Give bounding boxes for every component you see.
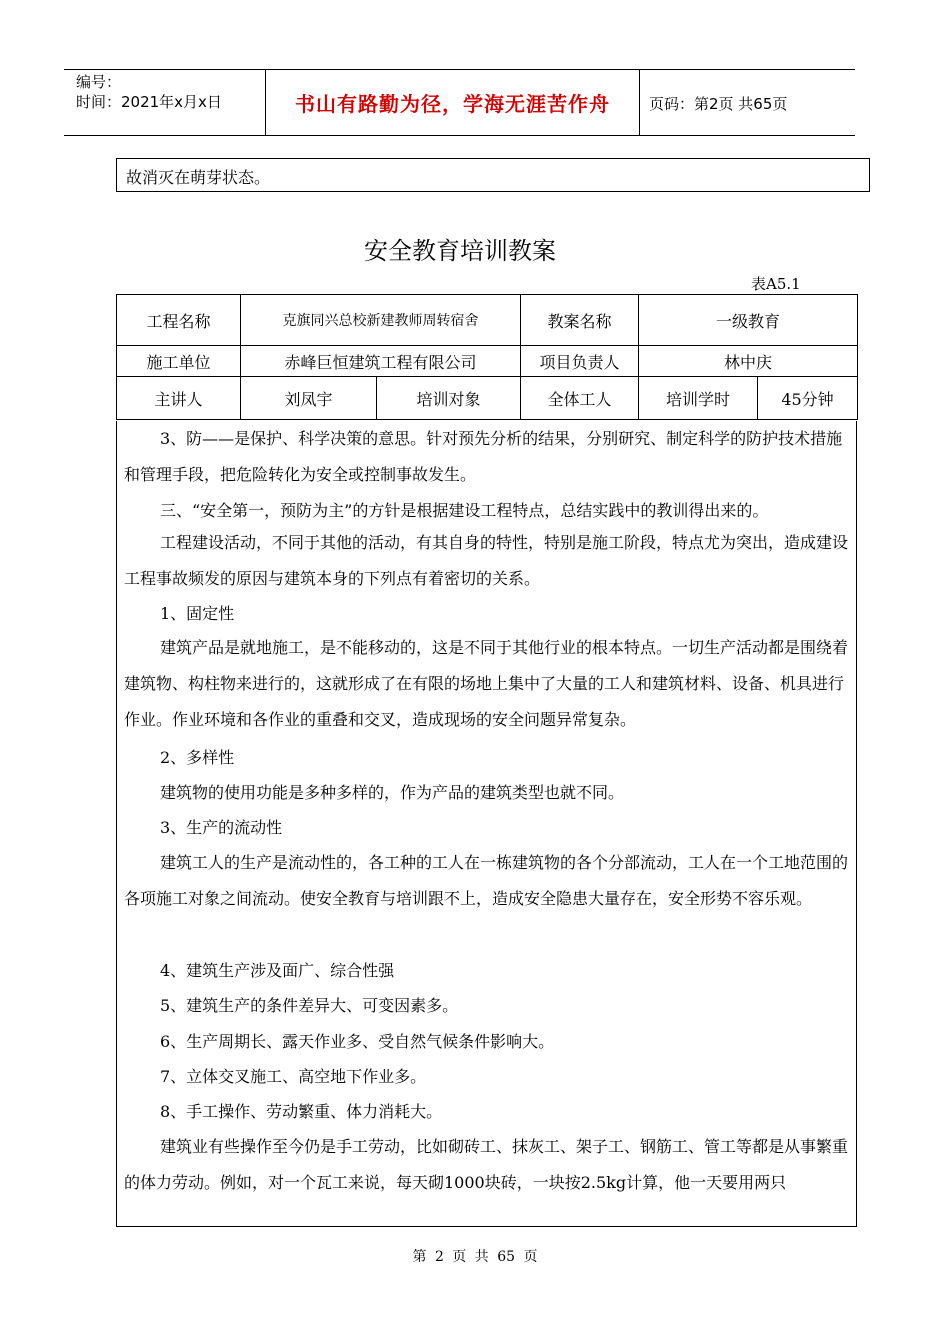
manager-value: 林中庆: [639, 346, 858, 377]
body-heading: 4、建筑生产涉及面广、综合性强: [160, 961, 395, 980]
header-motto: 书山有路勤为径，学海无涯苦作舟: [295, 92, 610, 116]
body-paragraph: 3、防——是保护、科学决策的意思。针对预先分析的结果，分别研究、制定科学的防护技术措施和管理手段，把危险转化为安全或控制事故发生。: [124, 429, 843, 484]
body-paragraph: 建筑工人的生产是流动性的，各工种的工人在一栋建筑物的各个分部流动，工人在一个工地范围的各项施工对象之间流动。使安全教育与培训跟不上，造成安全隐患大量存在，安全形势不容乐观。: [124, 853, 849, 908]
header-top-rule: [64, 69, 855, 70]
header-bottom-rule: [64, 135, 855, 136]
table-row: [117, 377, 858, 420]
body-paragraph: 工程建设活动，不同于其他的活动，有其自身的特性，特别是施工阶段，特点尤为突出，造成建设工程事故频发的原因与建筑本身的下列点有着密切的关系。: [124, 533, 849, 588]
continuation-box: [116, 158, 870, 192]
body-paragraph: 三、“安全第一，预防为主”的方针是根据建设工程特点，总结实践中的教训得出来的。: [160, 501, 769, 520]
header-page-number: 页码：第2页 共65页: [649, 95, 788, 113]
project-name-label: 工程名称: [117, 295, 241, 346]
body-heading: 5、建筑生产的条件差异大、可变因素多。: [160, 996, 459, 1015]
body-heading: 8、手工操作、劳动繁重、体力消耗大。: [160, 1102, 443, 1121]
hours-value: 45分钟: [758, 377, 858, 420]
project-name-value: 克旗同兴总校新建教师周转宿舍: [241, 295, 521, 346]
body-paragraph: 建筑业有些操作至今仍是手工劳动，比如砌砖工、抹灰工、架子工、钢筋工、管工等都是从事繁重的体力劳动。例如，对一个瓦工来说，每天砌1000块砖，一块按2.5kg计算，他一天要用两只: [124, 1137, 849, 1192]
lesson-name-value: 一级教育: [639, 295, 858, 346]
header-meta: [76, 72, 222, 112]
body-heading: 1、固定性: [160, 604, 235, 623]
body-heading: 3、生产的流动性: [160, 818, 283, 837]
table-row: [117, 295, 858, 346]
document-time: 时间：2021年x月x日: [76, 93, 222, 111]
body-paragraph: 建筑产品是就地施工，是不能移动的，这是不同于其他行业的根本特点。一切生产活动都是围绕着建筑物、构柱物来进行的，这就形成了在有限的场地上集中了大量的工人和建筑材料、设备、机具进行作业。作业环境和各作业的重叠和交叉，造成现场的安全问题异常复杂。: [124, 638, 849, 729]
page-title: 安全教育培训教案: [364, 237, 556, 265]
body-paragraph: 建筑物的使用功能是多种多样的，作为产品的建筑类型也就不同。: [160, 783, 625, 802]
lecturer-value: 刘凤宇: [241, 377, 377, 420]
manager-label: 项目负责人: [521, 346, 639, 377]
continuation-text: 故消灭在萌芽状态。: [126, 168, 271, 187]
page-footer: 第 2 页 共 65 页: [412, 1249, 538, 1265]
audience-value: 全体工人: [521, 377, 639, 420]
hours-label: 培训学时: [639, 377, 758, 420]
audience-label: 培训对象: [377, 377, 521, 420]
body-heading: 2、多样性: [160, 748, 235, 767]
lesson-name-label: 教案名称: [521, 295, 639, 346]
body-heading: 6、生产周期长、露天作业多、受自然气候条件影响大。: [160, 1032, 555, 1051]
info-table: [116, 294, 858, 420]
body-heading: 7、立体交叉施工、高空地下作业多。: [160, 1067, 427, 1086]
header-divider: [639, 70, 640, 136]
contractor-label: 施工单位: [117, 346, 241, 377]
table-number: 表A5.1: [751, 275, 801, 293]
document-number-label: 编号：: [76, 73, 122, 91]
lecturer-label: 主讲人: [117, 377, 241, 420]
contractor-value: 赤峰巨恒建筑工程有限公司: [241, 346, 521, 377]
table-row: [117, 346, 858, 377]
